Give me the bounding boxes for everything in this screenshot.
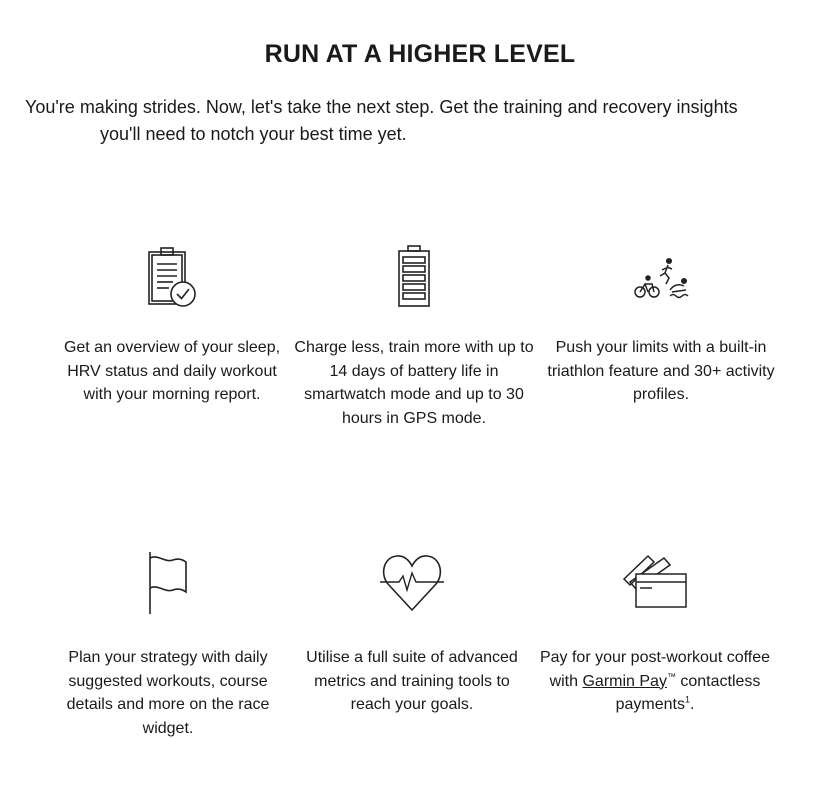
feature-text: Utilise a full suite of advanced metrics and training tools to reach your goals.: [306, 649, 518, 713]
feature-triathlon: [541, 244, 781, 407]
feature-text: [535, 646, 775, 717]
feature-morning-report: [52, 244, 292, 407]
feature-garmin-pay: [535, 546, 775, 717]
payment-cards-icon: [620, 546, 690, 616]
pay-text-after: contactless payments: [615, 672, 761, 713]
garmin-pay-link[interactable]: Garmin Pay: [582, 672, 667, 690]
feature-battery-life: [294, 244, 534, 430]
feature-text: Push your limits with a built-in triathlon feature and 30+ activity profiles.: [547, 339, 775, 403]
trademark-symbol: ™: [666, 671, 676, 682]
footnote-marker: 1: [684, 694, 690, 705]
intro-line-2: you'll need to notch your best time yet.: [100, 124, 407, 144]
pay-text-before: Pay for your post-workout coffee with: [539, 649, 771, 690]
triathlon-icon: [626, 244, 696, 310]
feature-advanced-metrics: [292, 546, 532, 717]
intro-text: [20, 94, 820, 148]
feature-text: Charge less, train more with up to 14 days of battery life in smartwatch mode and up to 30 hours in GPS mode.: [294, 339, 534, 427]
clipboard-check-icon: [137, 244, 207, 310]
feature-text: Get an overview of your sleep, HRV status and daily workout with your morning report.: [63, 339, 281, 403]
feature-text: Plan your strategy with daily suggested workouts, course details and more on the race widget.: [66, 649, 270, 737]
flag-icon: [133, 546, 203, 616]
heart-pulse-icon: [377, 546, 447, 616]
battery-icon: [379, 244, 449, 310]
pay-text-end: .: [689, 696, 695, 713]
feature-race-widget: [48, 546, 288, 740]
intro-line-1: You're making strides. Now, let's take the next step. Get the training and recovery insights: [25, 97, 738, 117]
page-title: RUN AT A HIGHER LEVEL: [264, 40, 576, 68]
